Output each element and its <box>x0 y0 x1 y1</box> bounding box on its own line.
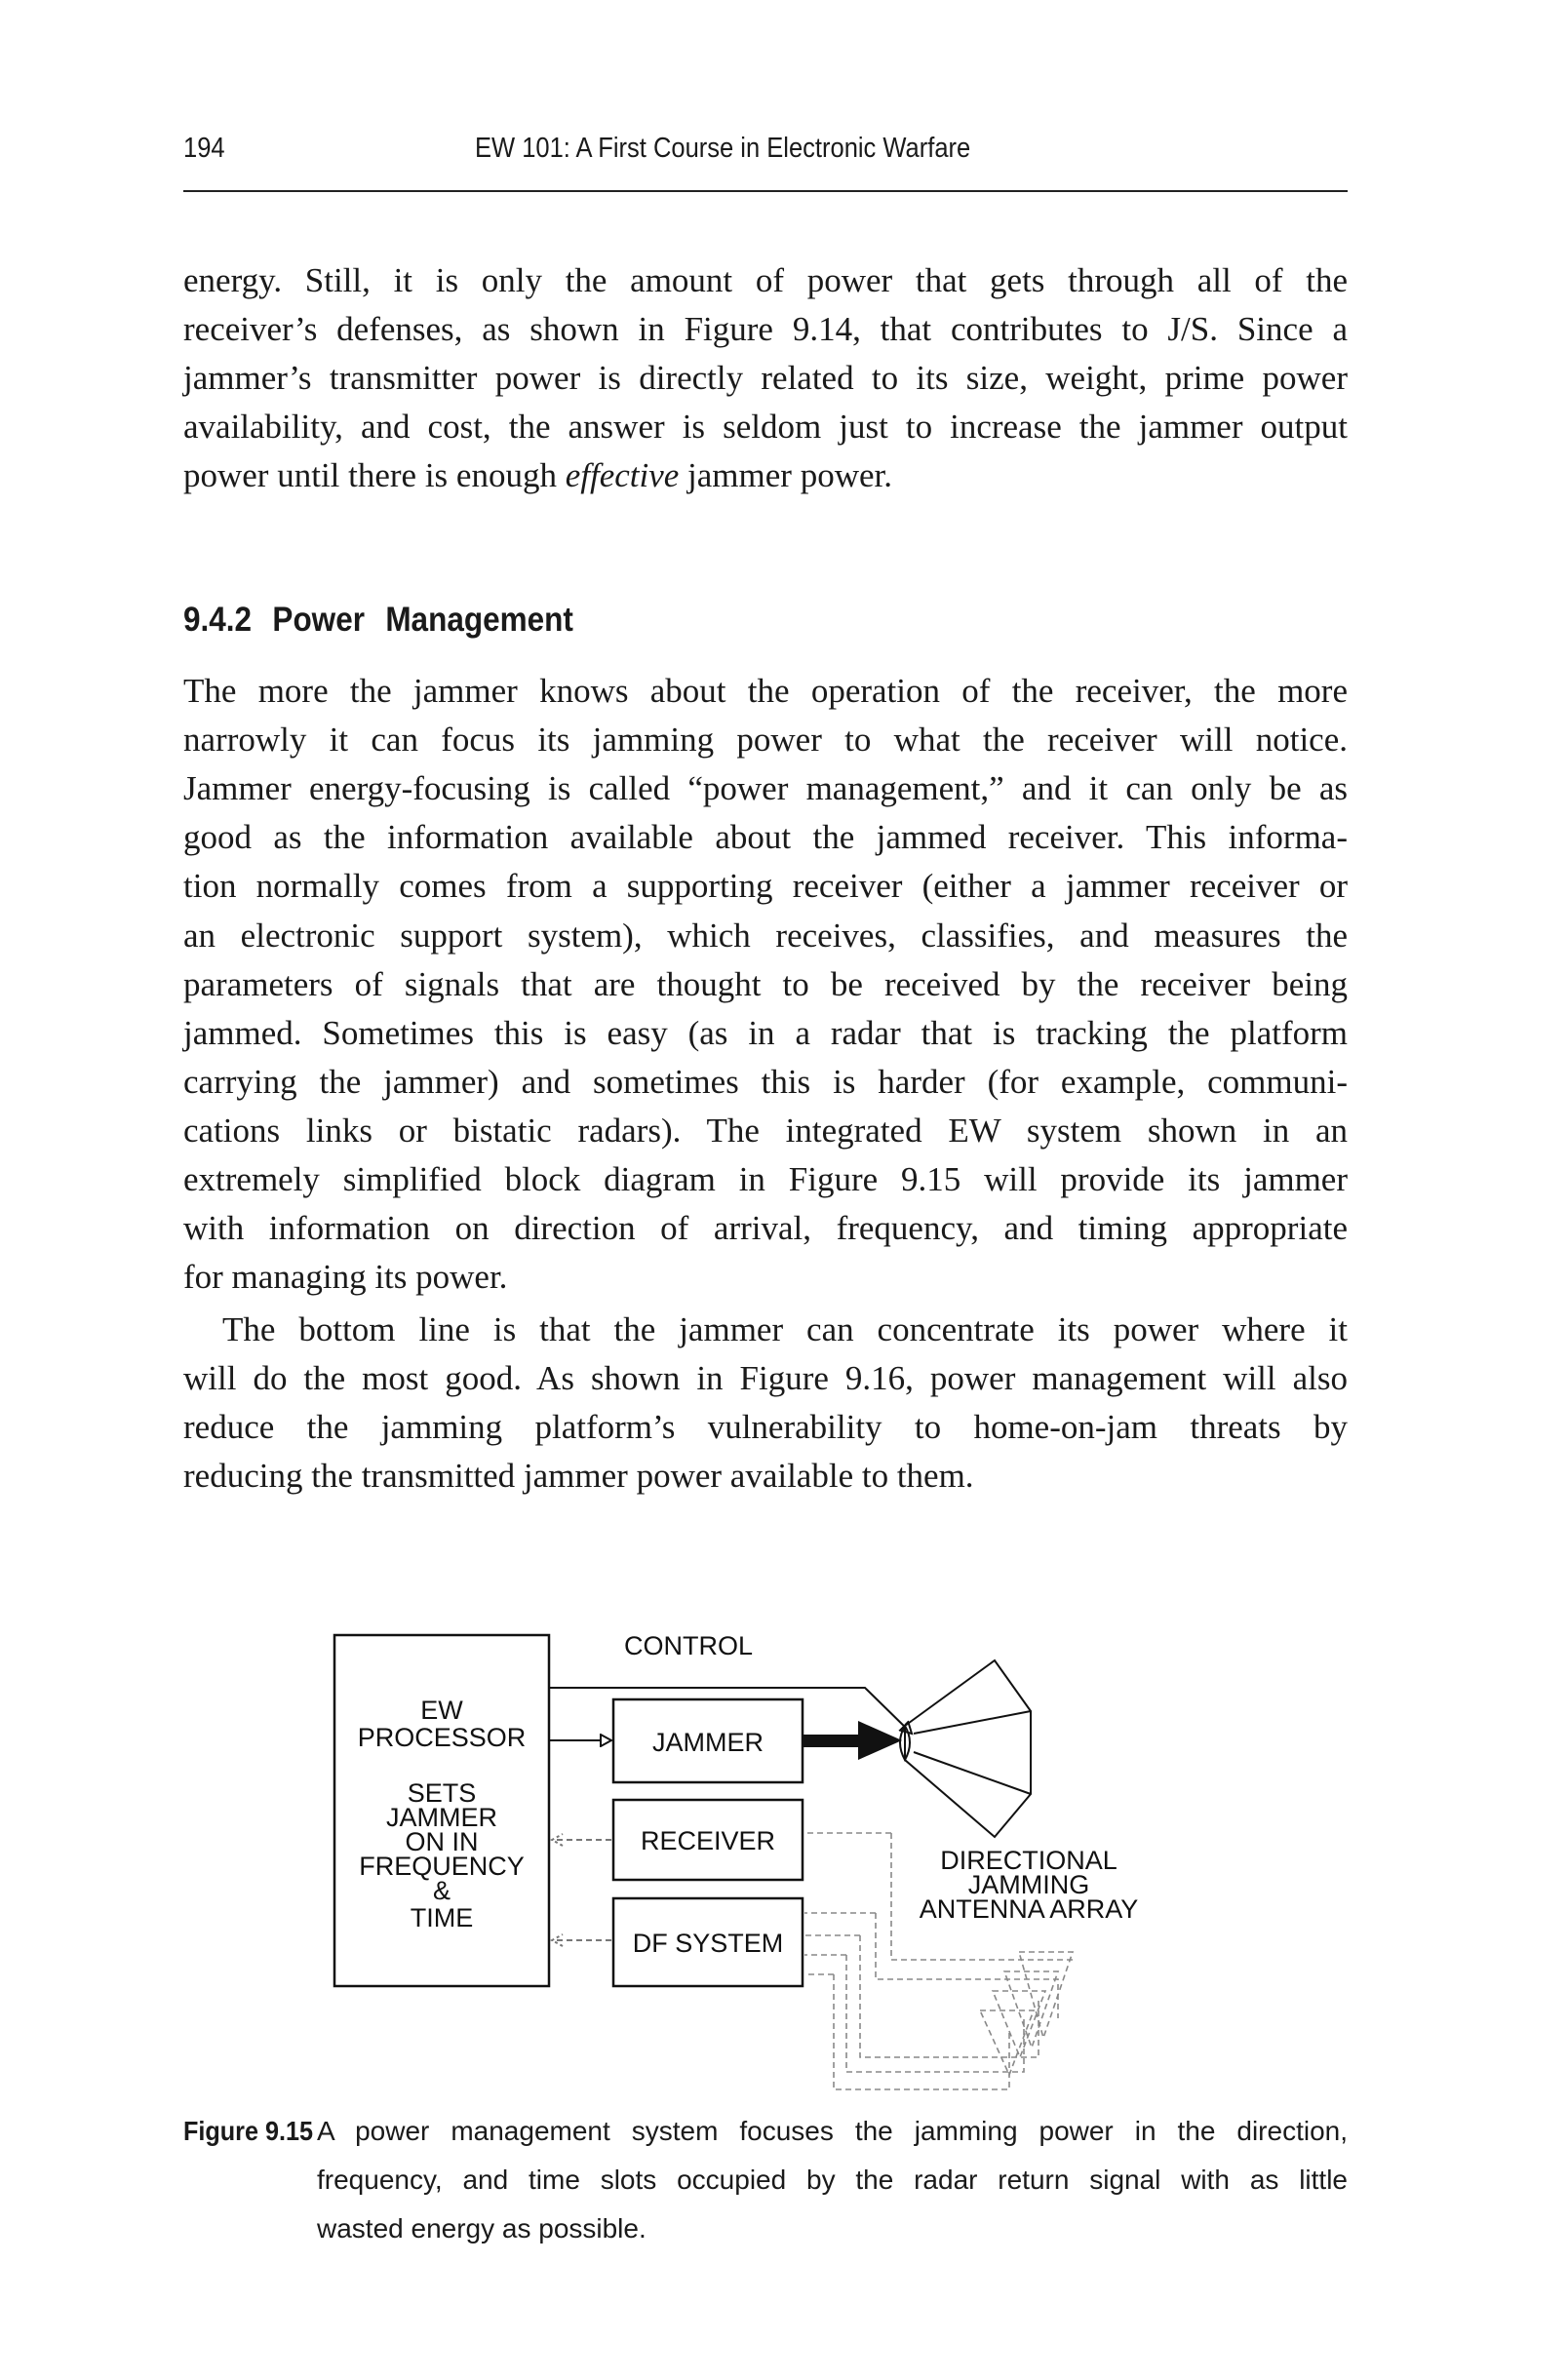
text-line: for managing its power. <box>183 1258 508 1297</box>
text-line: carrying the jammer) and sometimes this is harder (for example, communi- <box>183 1062 1348 1101</box>
jammer-box <box>613 1699 803 1782</box>
df-system-box <box>613 1898 803 1986</box>
text-line: availability, and cost, the answer is seldom just to increase the jammer output <box>183 408 1348 446</box>
text-line: The more the jammer knows about the operation of the receiver, the more <box>183 672 1348 710</box>
antenna-label: DIRECTIONAL <box>940 1846 1117 1875</box>
text-line: parameters of signals that are thought to be received by the receiver being <box>183 964 1348 1003</box>
text-line: with information on direction of arrival, frequency, and timing appropriate <box>183 1209 1348 1248</box>
text-line: receiver’s defenses, as shown in Figure 9.14, that contributes to J/S. Since a <box>183 310 1348 348</box>
receiver-label: RECEIVER <box>640 1826 776 1855</box>
directional-antenna-icon <box>900 1660 1031 1837</box>
antenna-label: ANTENNA ARRAY <box>919 1894 1139 1924</box>
emphasis-text: effective <box>565 456 680 494</box>
text-span: jammer power. <box>679 456 892 494</box>
text-line: narrowly it can focus its jamming power to what the receiver will notice. <box>183 721 1348 760</box>
text-line: The bottom line is that the jammer can concentrate its power where it <box>222 1310 1348 1348</box>
text-line: tion normally comes from a supporting receiver (either a jammer receiver or <box>183 867 1348 906</box>
text-line: energy. Still, it is only the amount of power that gets through all of the <box>183 261 1348 299</box>
text-span: power until there is enough <box>183 456 566 494</box>
ew-processor-box <box>334 1635 549 1986</box>
text-line: an electronic support system), which receives, classifies, and measures the <box>183 916 1348 955</box>
df-system-label: DF SYSTEM <box>632 1929 784 1958</box>
text-line: jammed. Sometimes this is easy (as in a radar that is tracking the platform <box>183 1013 1348 1052</box>
text-line: reducing the transmitted jammer power available to them. <box>183 1457 974 1495</box>
section-title: Power Management <box>272 601 573 639</box>
jammer-label: JAMMER <box>652 1728 764 1757</box>
text-line: Jammer energy-focusing is called “power management,” and it can only be as <box>183 769 1348 808</box>
text-line: will do the most good. As shown in Figure 9.16, power management will also <box>183 1359 1348 1397</box>
jammer-output-arrow <box>803 1721 902 1760</box>
antenna-label: JAMMING <box>967 1870 1090 1899</box>
text-line: cations links or bistatic radars). The integrated EW system shown in an <box>183 1111 1348 1150</box>
text-line: extremely simplified block diagram in Figure 9.15 will provide its jammer <box>183 1160 1348 1198</box>
processor-text: JAMMER <box>386 1803 497 1832</box>
processor-text: FREQUENCY <box>359 1852 525 1881</box>
text-line: good as the information available about the jammed receiver. This informa- <box>183 818 1348 857</box>
control-label: CONTROL <box>624 1631 754 1660</box>
text-line: reduce the jamming platform’s vulnerability to home-on-jam threats by <box>183 1408 1348 1446</box>
section-number: 9.4.2 <box>183 601 253 639</box>
figure-caption-line: A power management system focuses the jamming power in the direction, <box>317 2116 1348 2146</box>
figure-caption-line: wasted energy as possible. <box>317 2213 647 2243</box>
receiver-box <box>613 1800 803 1880</box>
processor-text: SETS <box>407 1778 477 1808</box>
text-line: jammer’s transmitter power is directly related to its size, weight, prime power <box>183 359 1348 397</box>
processor-text: ON IN <box>405 1827 479 1856</box>
processor-text: PROCESSOR <box>357 1723 527 1752</box>
processor-text: & <box>432 1876 451 1905</box>
figure-caption-line: frequency, and time slots occupied by the radar return signal with as little <box>317 2165 1348 2195</box>
running-header-title: EW 101: A First Course in Electronic Warfare <box>475 133 971 164</box>
processor-text: TIME <box>410 1903 474 1932</box>
page-number: 194 <box>183 133 225 164</box>
control-arrow <box>549 1688 912 1734</box>
figure-caption-label: Figure 9.15 <box>183 2116 314 2146</box>
processor-text: EW <box>420 1696 463 1725</box>
